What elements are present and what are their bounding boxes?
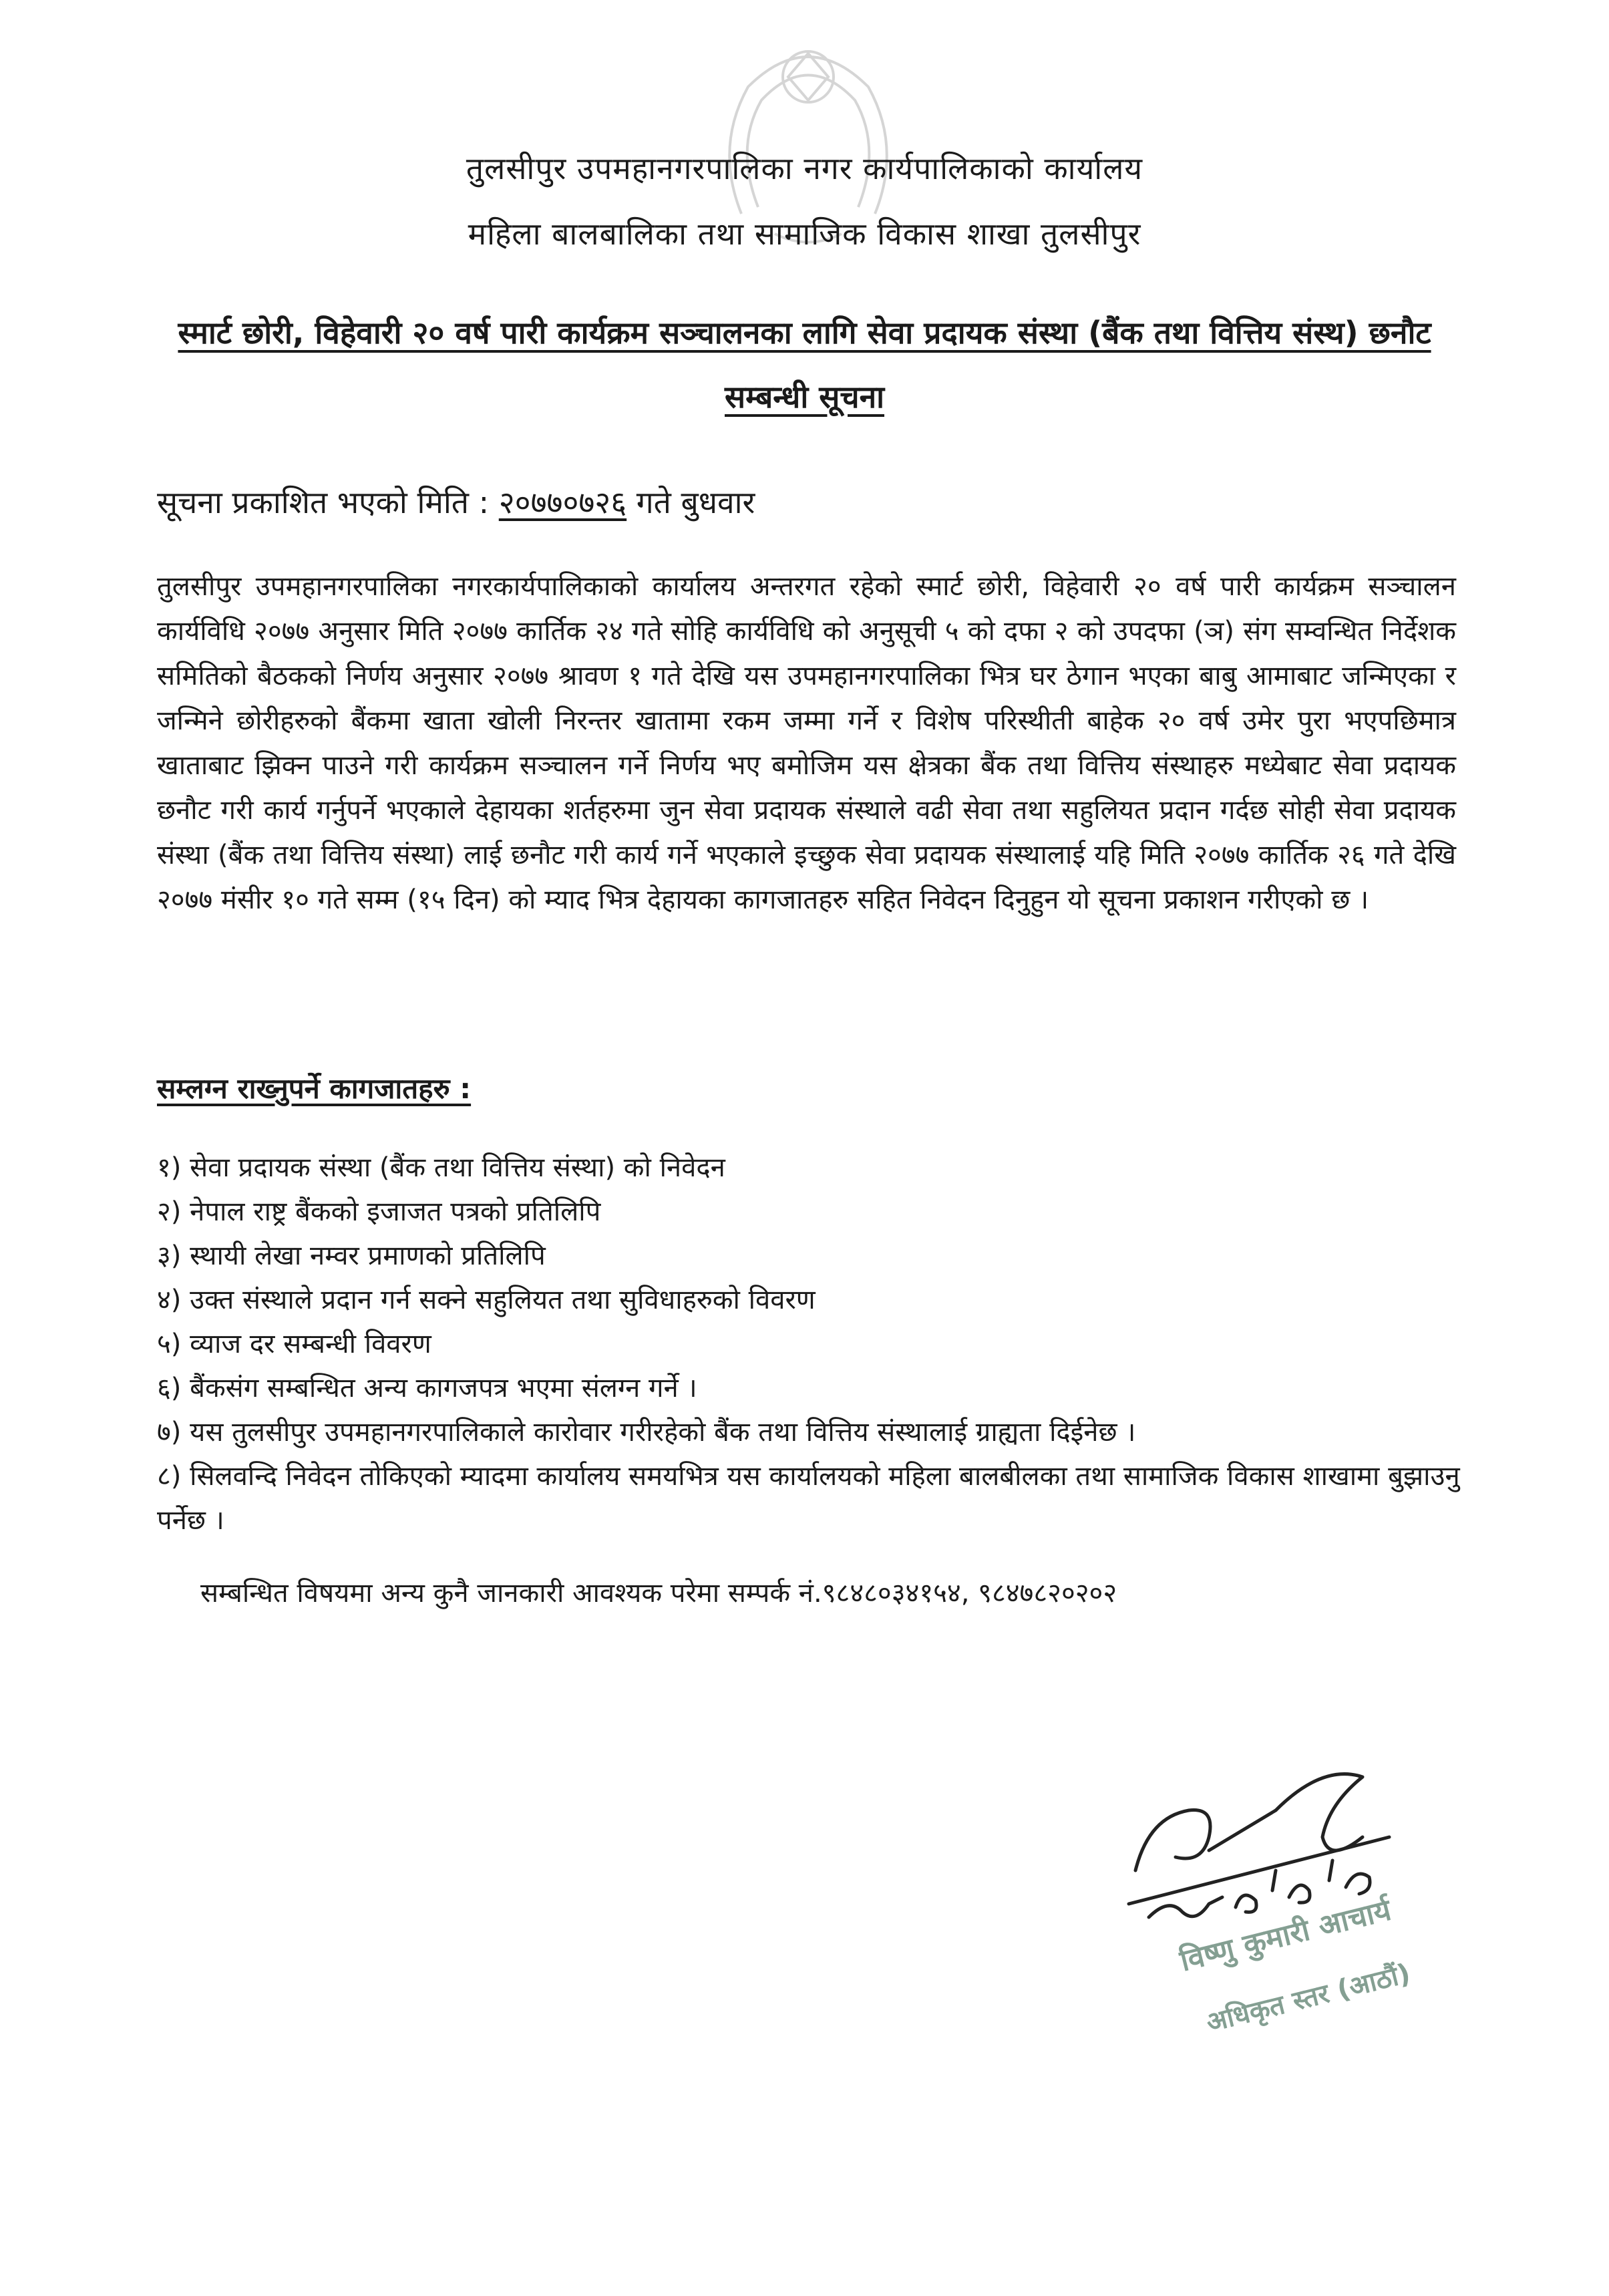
list-item: ८) सिलवन्दि निवेदन तोकिएको म्यादमा कार्यालय समयभित्र यस कार्यालयको महिला बालबीलका तथा सामाजिक विकास शाखामा बुझाउनु पर्नेछ । — [157, 1461, 1460, 1536]
required-documents-list — [157, 1146, 1466, 1542]
publication-date-label: सूचना प्रकाशित भएको मिति : — [157, 484, 490, 520]
contact-line: सम्बन्धित विषयमा अन्य कुनै जानकारी आवश्यक परेमा सम्पर्क नं.९८४८०३४१५४, ९८४७८२०२०२ — [200, 1578, 1117, 1609]
list-item: ६) बैंकसंग सम्बन्धित अन्य कागजपत्र भएमा संलग्न गर्ने । — [157, 1373, 697, 1404]
list-item: ७) यस तुलसीपुर उपमहानगरपालिकाले कारोवार गरीरहेको बैंक तथा वित्तिय संस्थालाई ग्राह्यता दिईनेछ । — [157, 1417, 1136, 1448]
publication-date-value: २०७७०७२६ — [498, 484, 627, 520]
signatory-title: अधिकृत स्तर (आठौं) — [1203, 1958, 1414, 2039]
list-item: ५) व्याज दर सम्बन्धी विवरण — [157, 1329, 431, 1359]
required-documents-heading: सम्लग्न राख्नुपर्ने कागजातहरु : — [157, 1072, 472, 1105]
list-item: १) सेवा प्रदायक संस्था (बैंक तथा वित्तिय संस्था) को निवेदन — [157, 1152, 725, 1183]
notice-body-paragraph: तुलसीपुर उपमहानगरपालिका नगरकार्यपालिकाको कार्यालय अन्तरगत रहेको स्मार्ट छोरी, विहेवारी २० वर्ष पारी कार्यक्रम सञ्चालन कार्यविधि २०७७ अनुसार मिति २०७७ कार्तिक २४ गते सोहि कार्यविधि को अनुसूची ५ को दफा २ को उपदफा (ञ) संग सम्वन्धित निर्देशक समितिको बैठकको निर्णय अनुसार २०७७ श्रावण १ गते देखि यस उपमहानगरपालिका भित्र घर ठेगान भएका बाबु आमाबाट जन्मिएका र जन्मिने छोरीहरुको बैंकमा खाता खोली निरन्तर खातामा रकम जम्मा गर्ने र विशेष परिस्थीती बाहेक २० वर्ष उमेर पुरा भएपछिमात्र खाताबाट झिक्न पाउने गरी कार्यक्रम सञ्चालन गर्ने निर्णय भए बमोजिम यस क्षेत्रका बैंक तथा वित्तिय संस्थाहरु मध्येबाट सेवा प्रदायक छनौट गरी कार्य गर्नुपर्ने भएकाले देहायका शर्तहरुमा जुन सेवा प्रदायक संस्थाले वढी सेवा तथा सहुलियत प्रदान गर्दछ सोही सेवा प्रदायक संस्था (बैंक तथा वित्तिय संस्था) लाई छनौट गरी कार्य गर्ने भएकाले इच्छुक सेवा प्रदायक संस्थालाई यहि मिति २०७७ कार्तिक २६ गते देखि २०७७ मंसीर १० गते सम्म (१५ दिन) को म्याद भित्र देहायका कागजातहरु सहित निवेदन दिनुहुन यो सूचना प्रकाशन गरीएको छ । — [157, 571, 1456, 915]
publication-date-line — [157, 481, 755, 522]
list-item: ३) स्थायी लेखा नम्वर प्रमाणको प्रतिलिपि — [157, 1241, 546, 1271]
publication-date-suffix: गते बुधवार — [636, 484, 755, 520]
notice-title: स्मार्ट छोरी, विहेवारी २० वर्ष पारी कार्यक्रम सञ्चालनका लागि सेवा प्रदायक संस्था (बैंक तथा वित्तिय संस्थ) छनौट सम्बन्धी सूचना — [178, 315, 1431, 415]
list-item: २) नेपाल राष्ट्र बैंकको इजाजत पत्रको प्रतिलिपि — [157, 1196, 601, 1227]
list-item: ४) उक्त संस्थाले प्रदान गर्न सक्ने सहुलियत तथा सुविधाहरुको विवरण — [157, 1285, 816, 1315]
office-name: तुलसीपुर उपमहानगरपालिका नगर कार्यपालिकाको कार्यालय — [466, 150, 1143, 186]
branch-name: महिला बालबालिका तथा सामाजिक विकास शाखा तुलसीपुर — [468, 216, 1141, 252]
signatory-name: विष्णु कुमारी आचार्य — [1176, 1893, 1395, 1979]
